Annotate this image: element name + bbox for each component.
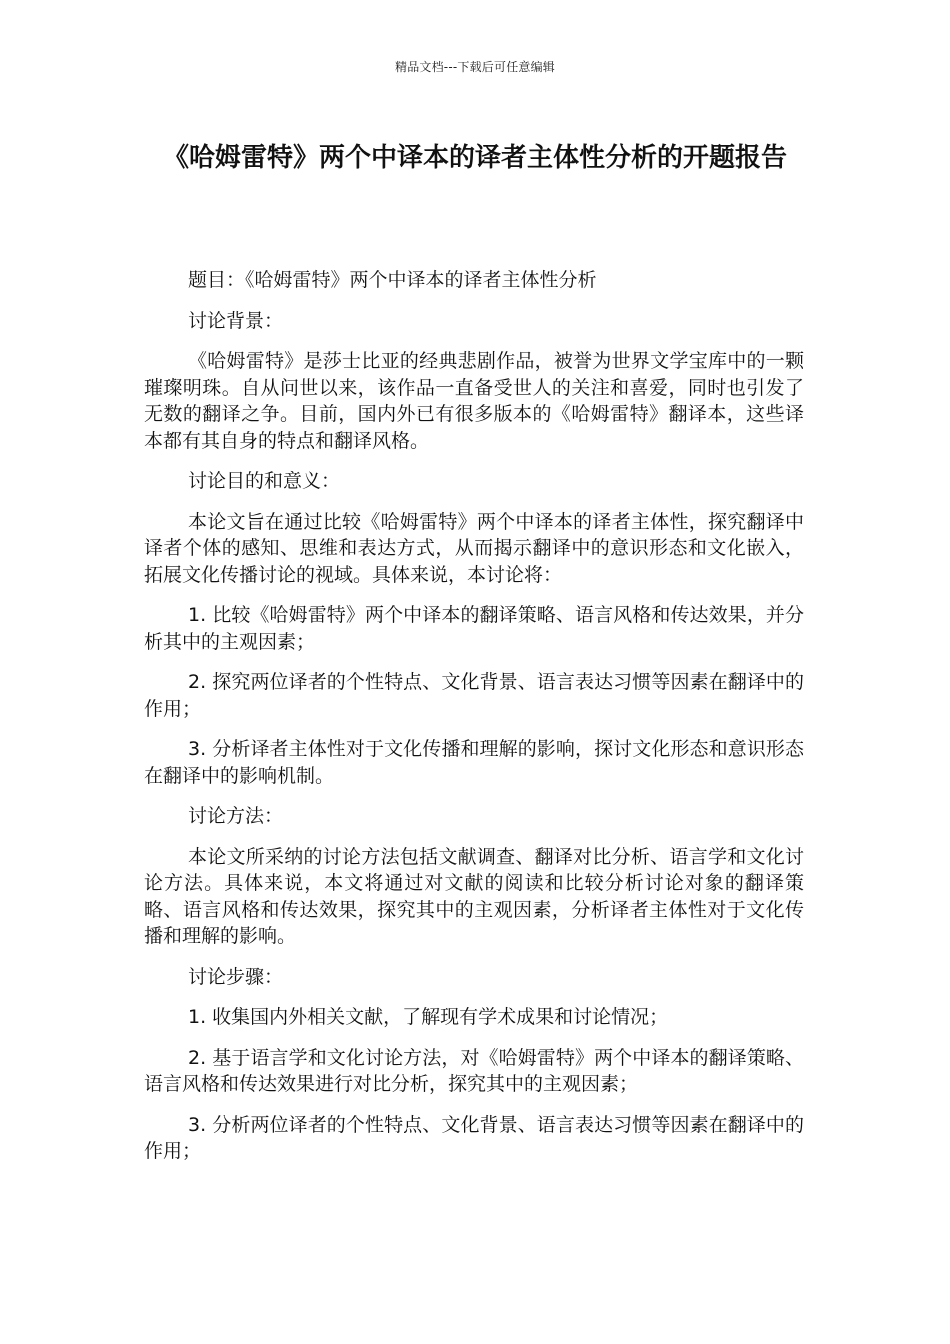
purpose-list-item: 3. 分析译者主体性对于文化传播和理解的影响，探讨文化形态和意识形态在翻译中的影响机制。	[144, 738, 804, 787]
section-heading-steps: 讨论步骤：	[188, 965, 284, 988]
section-heading-method: 讨论方法：	[188, 805, 284, 827]
method-paragraph: 本论文所采纳的讨论方法包括文献调查、翻译对比分析、语言学和文化讨论方法。具体来说，本文将通过对文献的阅读和比较分析讨论对象的翻译策略、语言风格和传达效果，探究其中的主观因素，分析译者主体性对于文化传播和理解的影响。	[144, 845, 804, 947]
section-heading-background: 讨论背景：	[188, 309, 284, 332]
purpose-paragraph: 本论文旨在通过比较《哈姆雷特》两个中译本的译者主体性，探究翻译中译者个体的感知、思维和表达方式，从而揭示翻译中的意识形态和文化嵌入，拓展文化传播讨论的视域。具体来说，本讨论将：	[144, 510, 804, 586]
background-paragraph: 《哈姆雷特》是莎士比亚的经典悲剧作品，被誉为世界文学宝库中的一颗璀璨明珠。自从问世以来，该作品一直备受世人的关注和喜爱，同时也引发了无数的翻译之争。目前，国内外已有很多版本的《哈姆雷特》翻译本，这些译本都有其自身的特点和翻译风格。	[144, 350, 804, 452]
steps-list-item: 3. 分析两位译者的个性特点、文化背景、语言表达习惯等因素在翻译中的作用；	[144, 1113, 804, 1162]
document-title: 《哈姆雷特》两个中译本的译者主体性分析的开题报告	[162, 143, 787, 173]
steps-list-item: 2. 基于语言学和文化讨论方法，对《哈姆雷特》两个中译本的翻译策略、语言风格和传达效果进行对比分析，探究其中的主观因素；	[144, 1046, 804, 1095]
topic-line: 题目：《哈姆雷特》两个中译本的译者主体性分析	[188, 269, 597, 291]
purpose-list-item: 1. 比较《哈姆雷特》两个中译本的翻译策略、语言风格和传达效果，并分析其中的主观因素；	[144, 604, 804, 653]
header-note: 精品文档---下载后可任意编辑	[395, 60, 555, 74]
steps-list-item: 1. 收集国内外相关文献，了解现有学术成果和讨论情况；	[188, 1006, 669, 1028]
purpose-list-item: 2. 探究两位译者的个性特点、文化背景、语言表达习惯等因素在翻译中的作用；	[144, 671, 804, 720]
section-heading-purpose: 讨论目的和意义：	[188, 470, 341, 492]
document-body	[144, 267, 804, 1179]
